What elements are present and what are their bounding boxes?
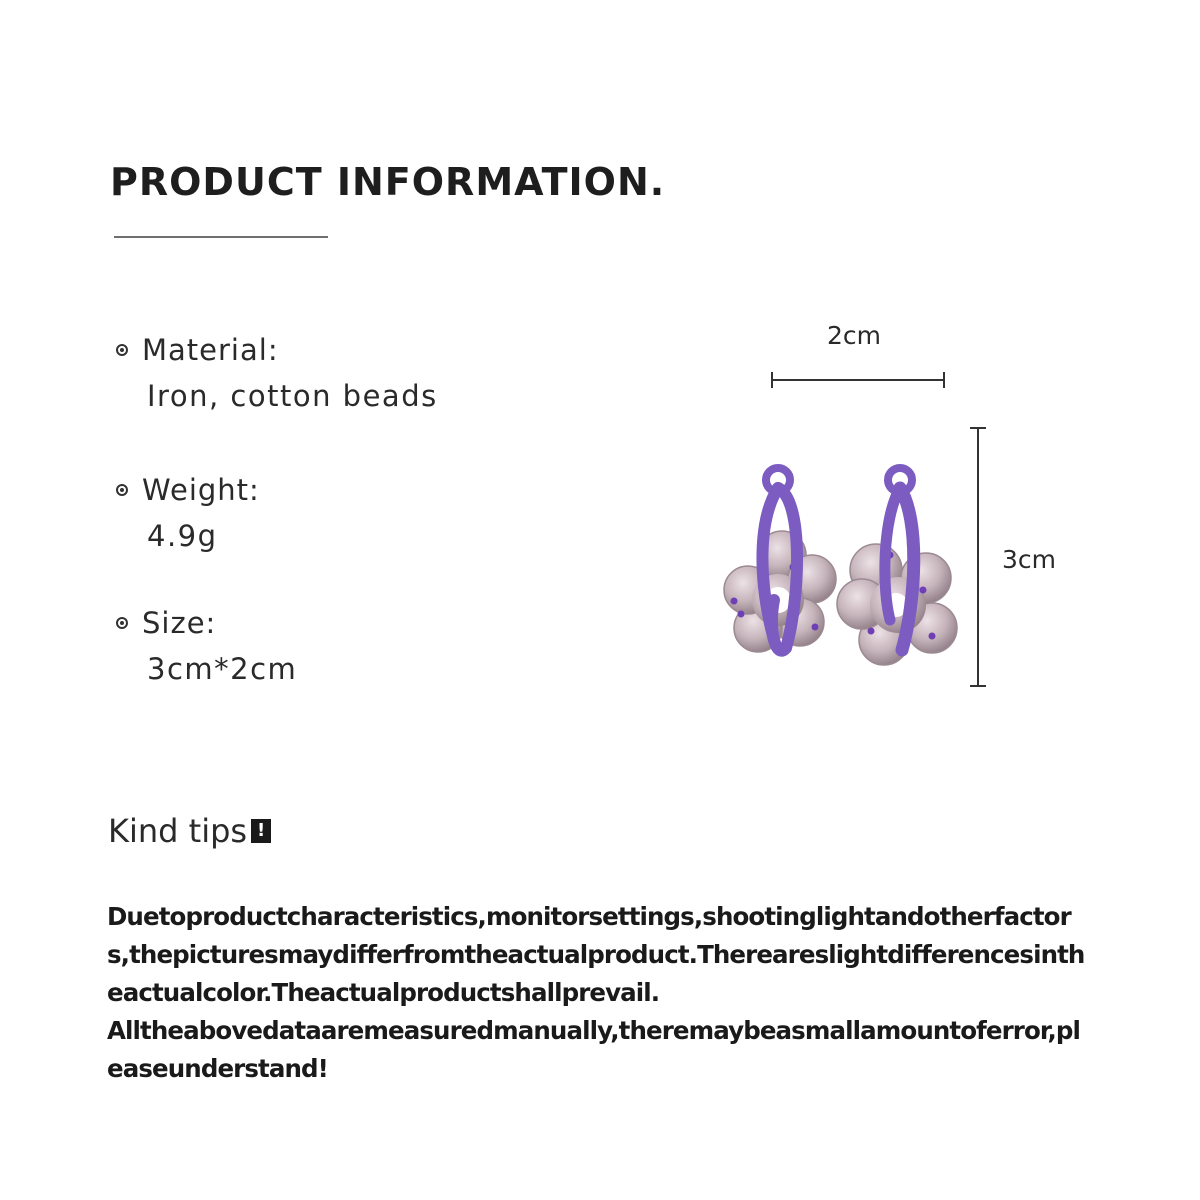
tips-paragraph-1: Duetoproductcharacteristics,monitorsettings,shootinglightandotherfactors,thepicturesmaydifferfromtheactualproduct.Thereareslightdifferencesintheactualcolor.Theactualproductshallprevail.: [107, 902, 1085, 1007]
hoop-loop: [766, 468, 790, 492]
spec-value-size: 3cm*2cm: [147, 652, 298, 686]
height-dimension-line: [970, 428, 986, 686]
hoop-loop: [888, 468, 912, 492]
spec-label-weight: Weight:: [142, 473, 260, 507]
exclamation-box-icon: !: [251, 819, 271, 843]
tips-body: [107, 898, 1087, 1088]
spec-value-weight: 4.9g: [147, 519, 218, 553]
spec-label-material: Material:: [142, 333, 279, 367]
earring-left: [724, 468, 836, 652]
earring-right: [837, 468, 957, 665]
width-dimension-line: [772, 372, 944, 388]
kind-tips-heading: [108, 812, 271, 850]
tips-paragraph-2: Alltheabovedataaremeasuredmanually,theremaybeasmallamountoferror,pleaseunderstand!: [107, 1016, 1081, 1083]
height-dimension-label: 3cm: [1002, 545, 1057, 574]
width-dimension-label: 2cm: [827, 321, 882, 350]
spec-label-size: Size:: [142, 606, 217, 640]
kind-tips-title: Kind tips: [108, 812, 248, 850]
page-title: PRODUCT INFORMATION.: [110, 160, 666, 204]
spec-value-material: Iron, cotton beads: [147, 379, 438, 413]
